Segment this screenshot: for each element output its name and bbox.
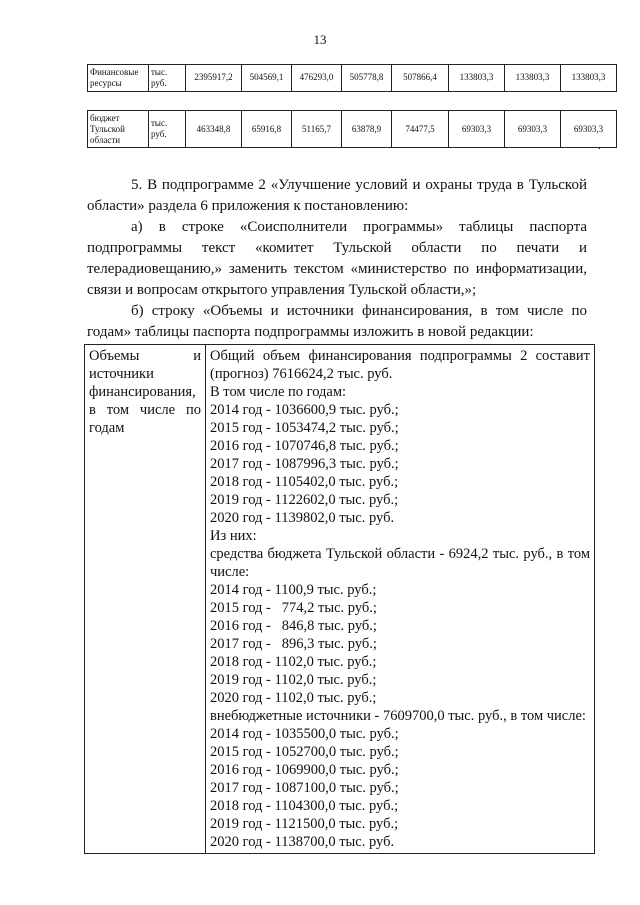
table-row: [88, 65, 617, 92]
funding-line: 2015 год - 1053474,2 тыс. руб.;: [210, 420, 399, 436]
value-cell: 69303,3: [505, 111, 561, 148]
funding-details-cell: [206, 345, 595, 854]
row-label: Финансовые ресурсы: [88, 65, 149, 92]
paragraph: б) строку «Объемы и источники финансирования, в том числе по годам» таблицы паспорта подпрограммы изложить в новой редакции:: [87, 303, 587, 340]
regional-budget-table: [87, 110, 617, 148]
value-cell: 133803,3: [505, 65, 561, 92]
funding-line: 2016 год - 846,8 тыс. руб.;: [210, 618, 377, 634]
funding-line: 2017 год - 896,3 тыс. руб.;: [210, 636, 377, 652]
funding-total-line: Общий объем финансирования подпрограммы 2 составит (прогноз) 7616624,2 тыс. руб.: [210, 348, 590, 382]
funding-line: Из них:: [210, 528, 257, 544]
value-cell: 74477,5: [392, 111, 449, 148]
value-cell: 463348,8: [186, 111, 242, 148]
page-number: 13: [313, 32, 327, 47]
paragraph: 5. В подпрограмме 2 «Улучшение условий и охраны труда в Тульской области» раздела 6 приложения к постановлению:: [87, 177, 587, 214]
funding-line: 2015 год - 774,2 тыс. руб.;: [210, 600, 377, 616]
funding-line: 2014 год - 1100,9 тыс. руб.;: [210, 582, 377, 598]
value-cell: 63878,9: [342, 111, 392, 148]
funding-line: 2015 год - 1052700,0 тыс. руб.;: [210, 744, 399, 760]
funding-volume-table: [84, 344, 595, 854]
funding-line: 2016 год - 1070746,8 тыс. руб.;: [210, 438, 399, 454]
funding-line: 2019 год - 1121500,0 тыс. руб.;: [210, 816, 399, 832]
funding-line: 2016 год - 1069900,0 тыс. руб.;: [210, 762, 399, 778]
value-cell: 51165,7: [292, 111, 342, 148]
row-header-cell: Объемы и источники финансирования, в том числе по годам: [85, 345, 206, 854]
funding-line: 2018 год - 1102,0 тыс. руб.;: [210, 654, 377, 670]
row-label: бюджет Тульской области: [88, 111, 149, 148]
funding-line: 2017 год - 1087100,0 тыс. руб.;: [210, 780, 399, 796]
value-cell: 133803,3: [449, 65, 505, 92]
paragraph: а) в строке «Соисполнители программы» таблицы паспорта подпрограммы текст «комитет Тульской области по печати и телерадиовещанию,» заменить текстом «министерство по информатизации, связи и вопросам открытого управления Тульской области,»;: [87, 219, 587, 298]
value-cell: 2395917,2: [186, 65, 242, 92]
funding-line: 2014 год - 1036600,9 тыс. руб.;: [210, 402, 399, 418]
amendment-text: [87, 175, 587, 343]
funding-line: 2018 год - 1105402,0 тыс. руб.;: [210, 474, 399, 490]
funding-line: 2017 год - 1087996,3 тыс. руб.;: [210, 456, 399, 472]
financial-resources-table: [87, 64, 617, 92]
value-cell: 476293,0: [292, 65, 342, 92]
funding-line: 2020 год - 1138700,0 тыс. руб.: [210, 834, 395, 850]
value-cell: 505778,8: [342, 65, 392, 92]
funding-line: 2014 год - 1035500,0 тыс. руб.;: [210, 726, 399, 742]
table-row: [85, 345, 595, 854]
value-cell: 69303,3: [561, 111, 617, 148]
funding-line: 2019 год - 1102,0 тыс. руб.;: [210, 672, 377, 688]
stray-mark: .: [598, 140, 601, 152]
value-cell: 507866,4: [392, 65, 449, 92]
value-cell: 504569,1: [242, 65, 292, 92]
funding-line: В том числе по годам:: [210, 384, 347, 400]
value-cell: 65916,8: [242, 111, 292, 148]
funding-line: средства бюджета Тульской области - 6924,2 тыс. руб., в том числе:: [210, 546, 590, 580]
table-row: [88, 111, 617, 148]
funding-line: внебюджетные источники - 7609700,0 тыс. руб., в том числе:: [210, 708, 586, 724]
funding-line: 2020 год - 1102,0 тыс. руб.;: [210, 690, 377, 706]
funding-line: 2018 год - 1104300,0 тыс. руб.;: [210, 798, 399, 814]
unit-cell: тыс. руб.: [149, 111, 186, 148]
value-cell: 133803,3: [561, 65, 617, 92]
unit-cell: тыс. руб.: [149, 65, 186, 92]
value-cell: 69303,3: [449, 111, 505, 148]
funding-line: 2019 год - 1122602,0 тыс. руб.;: [210, 492, 399, 508]
funding-line: 2020 год - 1139802,0 тыс. руб.: [210, 510, 395, 526]
